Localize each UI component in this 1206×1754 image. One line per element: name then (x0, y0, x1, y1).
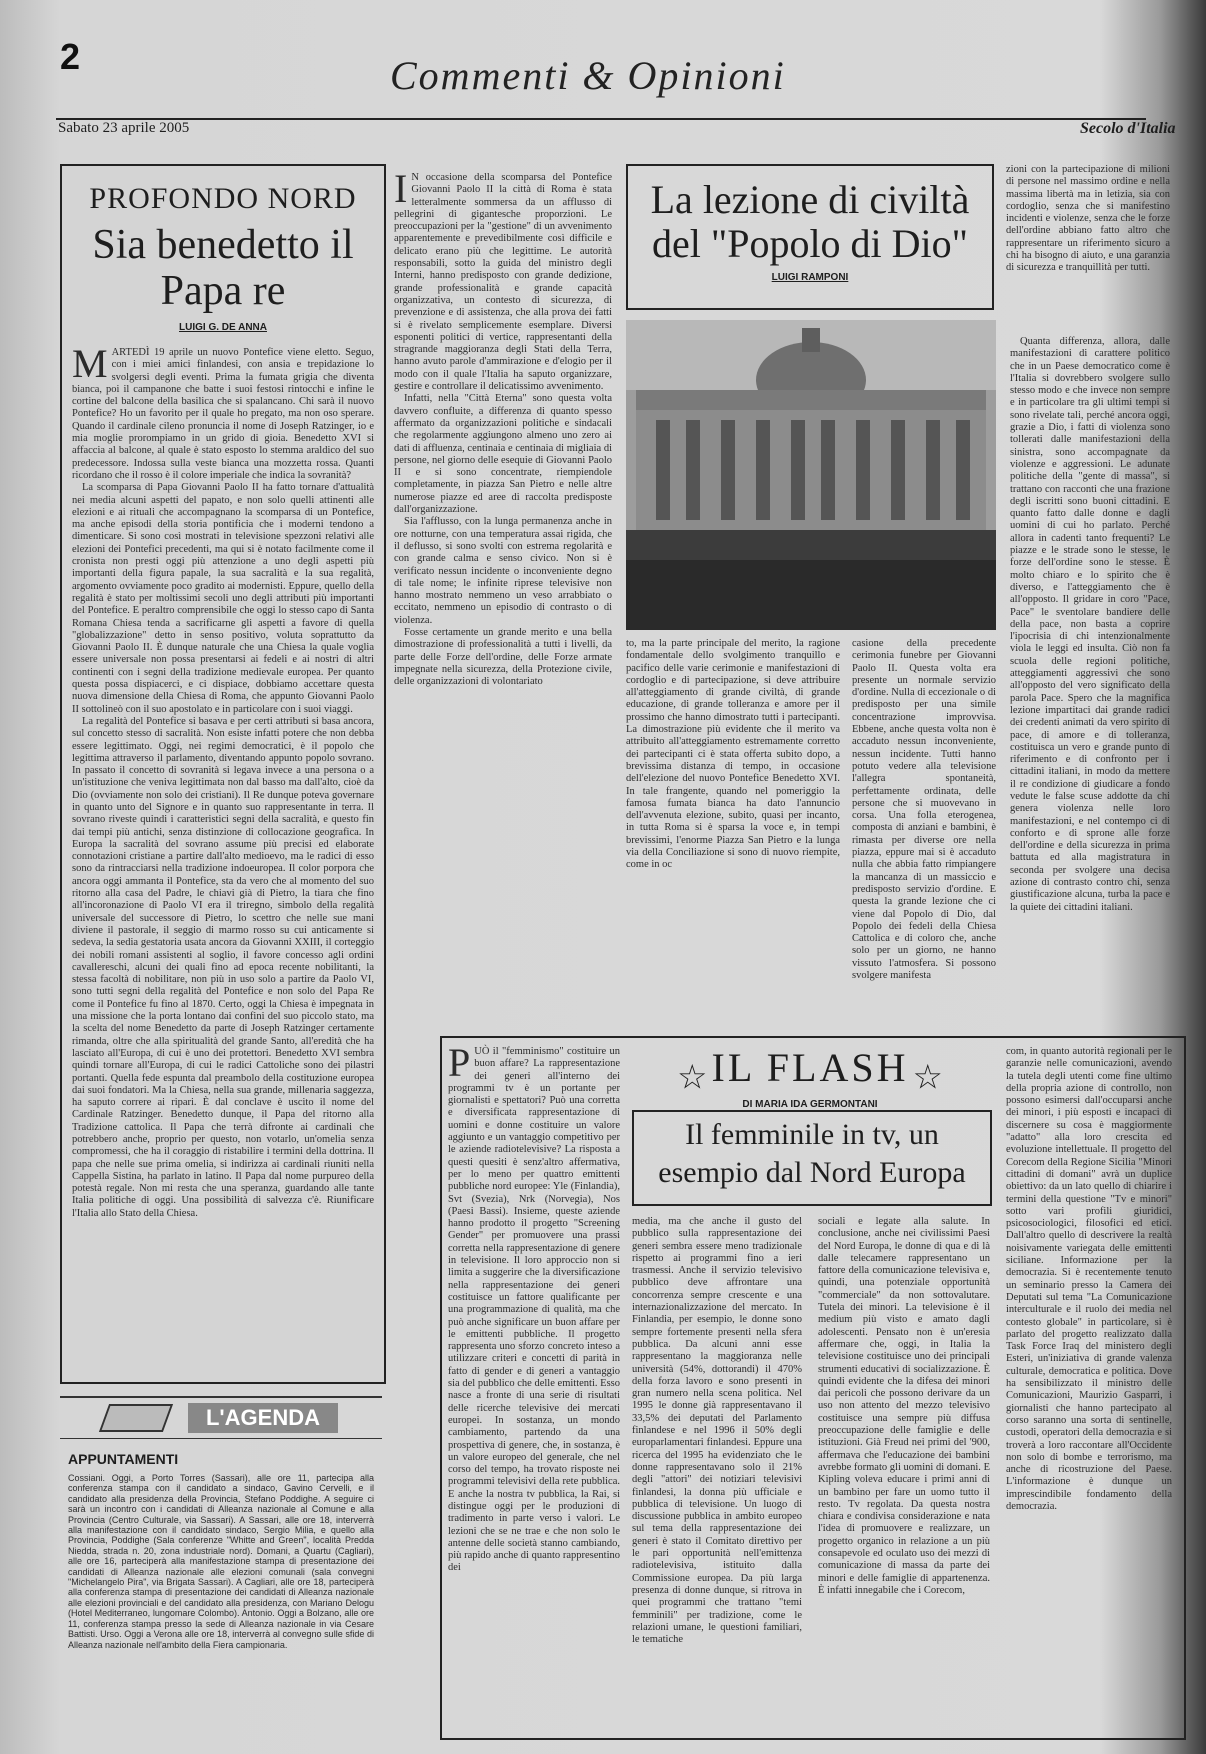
agenda-section: APPUNTAMENTI (68, 1451, 179, 1467)
flash-para: com, in quanto autorità regionali per le garanzie nelle comunicazioni, avendo la tutela degli utenti come fine ultimo della propria azione di controllo, non possono esimersi dall'occuparsi anche dei minori, i più esposti e incapaci di discernere su cosa è maggiormente "adatto" alla loro crescita ed evoluzione intellettuale. Il progetto del Corecom della Regione Sicilia "Minori cittadini di domani" avrà un duplice obiettivo: da un lato quello di chiarire i termini della questione "Tv e minori" sotto vari profili giuridici, psicosociologici, filosofici ed etici. Dall'altro quello di descrivere la realtà noisivamente variegata delle emittenti siciliane. Informazione per la democrazia. Si è recentemente tenuto un seminario presso la Camera dei Deputati sul tema "La Comunicazione interculturale e il ruolo dei media nel contesto globale" in particolare, si è parlato del progetto realizzato dalla Task Force Iraq del ministero degli Esteri, un'iniziativa di grande valenza culturale, democratica e politica. Dove ha sensibilizzato il ministro delle Comunicazioni, Maurizio Gasparri, i giornalisti che hanno partecipato al corso saranno una sorta di sentinelle, custodi, operatori della democrazia e si troverà a loro raccontare all'Occidente non solo di bombe e terrorismo, ma anche di ricostruzione del Paese. L'informazione è dunque un imprescindibile fondamento della democrazia. (1006, 1046, 1172, 1512)
newspaper-name: Secolo d'Italia (1080, 120, 1176, 137)
dropcap: P (448, 1040, 471, 1085)
agenda-box (60, 1396, 382, 1716)
para-text: ARTEDÌ 19 aprile un nuovo Pontefice viene eletto. Seguo, con i miei amici finlandesi, con ansia e trepidazione lo svolgersi degli eventi. Prima la fumata grigia che diventa bianca, poi il campanone che batte i suoi festosi rintocchi e infine le cortine del balcone della basilica che si spalancano. Chi sarà il nuovo Pontefice? Ho un favorito per il quale ho pregato, ma non oso sperare. Quando il cardinale cileno pronuncia il nome di Joseph Ratzinger, io e mia moglie prorompiamo in un grido di gioia. Benedetto XVI si affaccia al balcone, al quale è stato esposto lo stemma araldico del suo predecessore. Indossa sulla veste bianca una mozzetta rossa. Quanti ricordano che il rosso è il colore imperiale che indica la sovranità? (72, 347, 374, 481)
flash-para: media, ma che anche il gusto del pubblico sulla rappresentazione dei generi sembra essere meno tradizionale rispetto ai programmi fino a ieri trasmessi. Anche il servizio televisivo pubblico deve affrontare una concorrenza sempre crescente e una internazionalizzazione del mercato. In Finlandia, per esempio, le donne sono sempre fortemente presenti nella sfera pubblica. Da alcuni anni esse rappresentano la maggioranza nelle università (54%, dottorandi) il 470% della forza lavoro e sono presenti in gran numero nella scena politica. Nel 1995 le donne già rappresentavano il 33,5% dei deputati del Parlamento finlandese e nel 1996 il 50% degli europarlamentari finlandesi. Eppure una ricerca del 1995 ha evidenziato che le donne rappresentavano solo il 21% degli "attori" dei notiziari televisivi finlandesi, la donna più ufficiale e pubblica di televisione. Un luogo di discussione pubblica in ambito europeo sul tema della rappresentazione dei generi è stato il Comitato direttivo per le pari opportunità nell'emittenza radiotelevisiva, istituito dalla Commissione europea. Da più larga presenza di donne dunque, si ritrova in quei programmi che trattano "temi femminili" per tradizione, come le relazioni umane, le questioni familiari, le tematiche (632, 1216, 802, 1646)
section-title: Commenti & Opinioni (390, 53, 786, 98)
issue-date: Sabato 23 aprile 2005 (58, 120, 190, 136)
feature-column-c-top (1006, 164, 1170, 275)
middle-article-para: Infatti, nella "Città Eterna" sono questa volta davvero confluite, a differenza di quanto spesso affermato da organizzazioni politiche e sindacali che regolarmente aggiungono almeno uno zero ai dati di affluenza, centinaia e centinaia di migliaia di persone, nel giorno delle esequie di Giovanni Paolo II e si sono concentrate, riempiendole completamente, in piazza San Pietro e nelle altre numerose piazze ed aree di raccolta predisposte dall'organizzazione. (394, 393, 612, 516)
agenda-header (60, 1396, 382, 1439)
middle-article (394, 166, 612, 688)
para-text: UÒ il "femminismo" costituire un buon affare? La rappresentazione dei generi all'interno dei programmi tv è un portante per giornalisti e spettatori? Può una corretta e diversificata rappresentazione di uomini e donne costituire un valore aggiunto e un vantaggio competitivo per le aziende radiotelevisive? La risposta a questi quesiti è senz'altro affermativa, per lo meno per quattro emittenti pubbliche nord europee: Yle (Finlandia), Svt (Svezia), Nrk (Norvegia), Nos (Paesi Bassi). Insieme, queste aziende hanno prodotto il progetto "Screening Gender" per promuovere una prassi corretta nella rappresentazione di genere in televisione. Il loro approccio non si limita a suggerire che la diversificazione nella rappresentazione dei generi costituisce un fattore qualificante per una programmazione di qualità, ma che può anche significare un buon affare per le emittenti pubbliche. Il progetto rappresenta uno sforzo concreto inteso a utilizzare criteri e concetti di parità in fatto di gender e di generi a vantaggio sia del pubblico che delle emittenti. Esso nasce a fronte di una serie di risultati delle ricerche televisive dei mercati europei. In sostanza, un mondo cambiamento, partendo da una prospettiva di genere, che, in sostanza, è un valore europeo del generale, che nel corso del tempo, ha trovato risposte nei programmi televisivi della rete pubblica. E anche la nostra tv pubblica, la Rai, si distingue oggi per le produzioni di tradimento in parte verso i valori. Le lezioni che se ne trae e che non solo le antenne delle società stanno cambiando, più rapido anche di quanto rappresentino dei (448, 1046, 620, 1574)
flash-para (448, 1040, 620, 1575)
left-article-headline: Sia benedetto il Papa re (92, 222, 354, 314)
flash-column-1 (448, 1040, 620, 1575)
header-rule (56, 118, 1146, 120)
star-icon: ☆ (912, 1059, 943, 1097)
star-icon: ☆ (677, 1059, 708, 1097)
flash-column-4 (1006, 1046, 1172, 1513)
left-article-para (72, 341, 374, 482)
feature-para: zioni con la partecipazione di milioni di persone nel massimo ordine e nella massima libertà ma in letizia, sia con cordoglio, senza che si manifestino incidenti e violenze, senza che le forze dell'ordine abbiano fatto altro che rappresentare un riferimento sicuro a chi ha bisogno di aiuto, e una garanzia di sicurezza e tranquillità per tutti. (1006, 164, 1170, 274)
flash-column-2 (632, 1216, 802, 1646)
left-article-para: La scomparsa di Papa Giovanni Paolo II ha fatto tornare d'attualità nei media alcuni aspetti del papato, e non solo quelli attinenti alle elezioni e ai rituali che accompagnano la scomparsa di un Pontefice, ma anche episodi della storia pontificia che i moderni tendono a dimenticare. Si sono così mostrati in televisione spezzoni relativi alle elezioni dei Pontefici precedenti, ma qui si è notato facilmente come il cronista non presti oggi più attenzione a uno degli aspetti più importanti della figura papale, la sua sacralità e la sua regalità, argomento ovviamente poco gradito ai modernisti. Eppure, quello della regalità è stato per moltissimi secoli uno degli attributi più importanti del Pontefice. E peraltro comprensibile che oggi lo stesso capo di Santa Romana Chiesa tenda a sacrificarne gli aspetti a favore di quella "globalizzazione" detto in senso positivo, voluta soprattutto da Giovanni Paolo II. È dunque naturale che una Chiesa la quale voglia essere universale non possa presentarsi ai fedeli e ai nostri di altri continenti con i segni della tradizione medievale europea. Per quanto questa possa dispiacerci, e ci dispiace, dobbiamo accettare questa nuova dimensione della Chiesa di Roma, che appunto Giovanni Paolo II sottolineò con il suo apostolato e in particolare con i suoi viaggi. (72, 482, 374, 715)
agenda-icon (99, 1404, 173, 1432)
middle-article-para: Sia l'afflusso, con la lunga permanenza anche in ore notturne, con una temperatura assai rigida, che il deflusso, si sono svolti con estrema regolarità e con grande calma e senso civico. Non si è verificato nessun incidente o inconveniente degno di tale nome; le infinite riprese televisive non hanno mostrato nemmeno un veso arrabbiato o eccitato, nemmeno un episodio di contrasto o di violenza. (394, 516, 612, 626)
basilica-illustration (626, 320, 996, 630)
left-article-body (62, 341, 384, 1220)
agenda-body: Cossiani. Oggi, a Porto Torres (Sassari), alle ore 11, partecipa alla conferenza stampa con il candidato a sindaco, Gavino Cervelli, e il candidato alla presidenza della Provincia, Stefano Poddighe. A seguire ci sarà un incontro con i candidati di Alleanza nazionale al Comune e alla Provincia (Centro Culturale, via Sassari). A Sassari, alle ore 18, interverrà alla manifestazione con il candidato sindaco, Sergio Milia, e quello alla Provincia, Poddighe (Sala conferenze "Whitte and Green", località Predda Niedda, strada n. 20, zona industriale nord). Domani, a Quartu (Cagliari), alle ore 16, parteciperà alla manifestazione stampa di presentazione dei candidati di Alleanza nazionale alle elezioni comunali (sala convegni "Michelangelo Pira", via Brigata Sassari). A Cagliari, alle ore 18, parteciperà alla conferenza stampa di presentazione dei candidati di Alleanza nazionale alle elezioni provinciali e del candidato alla presidenza, con Mariano Delogu (Hotel Mediterraneo, lungomare Colombo). Antonio. Oggi a Bolzano, alle ore 11, conferenza stampa presso la sede di Alleanza nazionale in via Cesare Battisti. Urso. Oggi a Verona alle ore 18, interverrà al convegno sulle sfide di Alleanza nazionale nell'ambito della Fiera campionaria. (68, 1473, 374, 1650)
para-text: N occasione della scomparsa del Pontefice Giovanni Paolo II la città di Roma è stata letteralmente sommersa da un afflusso di pellegrini di gigantesche proporzioni. Le preoccupazioni per la "gestione" di un avvenimento apparentemente e prevedibilmente così difficile e delicato erano più che legittime. Le autorità responsabili, sotto la guida del ministro degli Interni, hanno predisposto con grande dedizione, grande professionalità e grande capacità organizzativa, un contesto di sicurezza, di prevenzione e di assistenza, che alla prova dei fatti si è rivelato semplicemente esemplare. Diversi esponenti politici di vertice, rappresentanti della stragrande maggioranza degli Stati della Terra, hanno avuto parole d'ammirazione e d'elogio per il modo con il quale l'Italia ha saputo organizzare, gestire e controllare il delicatissimo avvenimento. (394, 172, 612, 393)
dropcap: M (72, 341, 108, 386)
section-masthead (390, 52, 850, 112)
left-article-byline: LUIGI G. DE ANNA (179, 322, 267, 333)
left-article (60, 164, 386, 1384)
feature-column-b (852, 638, 996, 982)
flash-headline: Il femminile in tv, un esempio dal Nord Europa (632, 1110, 992, 1206)
middle-article-para (394, 166, 612, 393)
agenda-label: L'AGENDA (188, 1403, 338, 1433)
feature-headline: La lezione di civiltà del "Popolo di Dio" (650, 177, 970, 266)
flash-byline: DI MARIA IDA GERMONTANI (742, 1099, 878, 1111)
feature-headline-box (626, 164, 994, 310)
page-number: 2 (60, 36, 81, 77)
flash-para: sociali e legate alla salute. In conclusione, anche nei civilissimi Paesi del Nord Europa, le donne di qua e di là dalle telecamere rappresentano un fattore della comunicazione televisiva e, quindi, una potenziale opportunità "commerciale" da non sottovalutare. Tutela dei minori. La televisione è il medium più visto e amato dagli adolescenti. Pensato non è un'eresia affermare che, oggi, in Italia la televisione costituisce uno dei principali strumenti educativi di socializzazione. È quindi evidente che la difesa dei minori dai pericoli che possono derivare da un uso non attento del mezzo televisivo costituisce una sempre più diffusa preoccupazione delle famiglie e delle istituzioni. Già Freud nei primi del '900, affermava che l'educazione dei bambini avrebbe formato gli uomini di domani. E Kipling voleva educare i primi anni di un bambino per fare un uomo tutto il resto. Tv regolata. Da questa nostra chiara e condivisa considerazione e nata l'idea di promuovere e realizzare, un progetto organico in relazione a un più consapevole ed oculato uso dei mezzi di comunicazione di massa da parte dei minori e delle famiglie di appartenenza. È infatti innegabile che i Corecom, (818, 1216, 990, 1596)
feature-column-c (1010, 336, 1170, 914)
feature-byline: LUIGI RAMPONI (771, 272, 849, 283)
left-article-kicker: PROFONDO NORD (89, 182, 357, 215)
flash-column-3 (818, 1216, 990, 1597)
dropcap: I (394, 166, 408, 211)
st-peters-square-photo (626, 320, 996, 630)
feature-column-a (626, 638, 840, 872)
feature-para: casione della precedente cerimonia funebre per Giovanni Paolo II. Questa volta era presente un normale servizio d'ordine. Nulla di eccezionale o di predisposto per una simile concentrazione improvvisa. Ebbene, anche questa volta non è accaduto nessun inconveniente, nessun incidente. Tutti hanno potuto vedere alla televisione l'allegra spontaneità, perfettamente ordinata, delle persone che si muovevano in corsa. Una folla eterogenea, composta di anziani e bambini, è rimasta per diverse ore nella piazza, eppure mai si è accaduto nulla che abbia fatto rimpiangere la mancanza di un massiccio e predisposto servizio d'ordine. E questa la grande lezione che ci viene dal Popolo di Dio, dal Popolo dei fedeli della Chiesa Cattolica e di coloro che, anche solo per un giorno, ne hanno vissuto l'atmosfera. Si possono svolgere manifesta (852, 638, 996, 982)
left-article-para: La regalità del Pontefice si basava e per certi attributi si basa ancora, sul concetto stesso di sacralità. Non esiste infatti potere che non debba essere legittimato. Oggi, nei regimi democratici, è il popolo che legittima attraverso il parlamento, diventando appunto popolo sovrano. In passato il concetto di sovranità si legava invece a una persona o a un'istituzione che veniva legittimata non dal basso ma dall'alto, cioè da Dio (ovviamente non solo dei cristiani). Il Re dunque poteva governare in quanto unto del Signore e in quanto suo rappresentante in terra. Il sovrano riveste quindi i caratteristici segni della sacralità, e questo fin dai tempi più antichi, senza distinzione di collocazione geografica. In Europa la sacralità del sovrano assume più precisi ed elaborate connotazioni cristiane a partire dall'alto medioevo, ma le radici di esso sono da rintracciarsi nella tradizione indoeuropea. Il color porpora che ancora oggi ammanta il Pontefice, sta da vero che al momento del suo ritorno alla casa del Padre, le chiavi già di Pietro, la tiara che fino all'incoronazione di Paolo VI era il triregno, simbolo della regalità universale del successore di Pietro, lo scettro che nelle sue mani diviene il pastorale, il seggio di marmo rosso su cui anticamente si sedeva, la sedia gestatoria usata ancora da Giovanni XXIII, il corteggio dei nobili romani assistenti al soglio, il favore concesso agli ordini cavallereschi, alcuni dei quali fino ad epoca recente nobilitanti, la stessa facoltà di nobilitare, non più in uso solo a partire da Paolo VI, sono tutti segni della regalità del Pontefice e non solo del Papa Re come il Pontefice fu fino al 1870. Certo, oggi la Chiesa è impegnata in una missione che la porta lontano dai confini del suo piccolo stato, ma la scelta del nome Benedetto da parte di Joseph Ratzinger certamente rimanda, oltre che alla spiritualità del grande Santo, all'eredità che ha lasciato all'Europa, di cui è uno dei protettori. Benedetto XVI sembra quindi tornare all'Europa, di cui le radici Cattoliche sono dei pilastri portanti. Quella fede espunta dal preambolo della costituzione europea dai suoi fondatori. Ma la Chiesa, nella sua grande, millenaria saggezza, ha saputo correre ai ripari. È dal conclave è uscito il nome del Cardinale Ratzinger. Benedetto dunque, il Papa del ritorno alla Tradizione cattolica. Il Papa che terrà difronte ai cardinali che potrebbero anche, proprio per questo, non votarlo, un'omelia senza compromessi, che ha il coraggio di ristabilire i termini della dottrina. Il papa che nelle sue prima omelia, si indirizza ai cardinali riuniti nella Cappella Sistina, ha parlato in latino. Il Papa dal nome purpureo della potestà regale. Non mi resta che una speranza, guardando alle tante Italia politiche di oggi. Una possibilità di salvezza c'è. Riunificare l'Italia allo Stato della Chiesa. (72, 715, 374, 1219)
middle-article-para: Fosse certamente un grande merito e una bella dimostrazione di professionalità a tutti i livelli, da parte delle Forze dell'ordine, delle Forze armate impegnate nella sicurezza, della Protezione civile, delle organizzazioni di volontariato (394, 626, 612, 688)
flash-title: IL FLASH (711, 1045, 909, 1090)
feature-para: to, ma la parte principale del merito, la ragione fondamentale dello svolgimento tranquillo e pacifico delle varie cerimonie e manifestazioni di cordoglio e di partecipazione, si deve attribuire all'atteggiamento di grande civiltà, di grande educazione, di grande tolleranza e amore per il prossimo che hanno dimostrato tutti i partecipanti. La dimostrazione più evidente che il merito va attribuito all'atteggiamento estremamente corretto dei partecipanti ci è stata offerta subito dopo, a brevissima distanza di tempo, in occasione dell'elezione del nuovo Pontefice Benedetto XVI. In tale frangente, quando nel pomeriggio la famosa fumata bianca ha dato l'annuncio dell'avvenuta elezione, subito, quasi per incanto, in tutta Roma si è sparsa la voce e, in tempi brevissimi, l'enorme Piazza San Pietro e la lunga via della Conciliazione si sono di nuovo riempite, come in oc (626, 638, 840, 871)
feature-para: Quanta differenza, allora, dalle manifestazioni di carattere politico che in un Paese democratico come è l'Italia si dovrebbero svolgere sullo stesso modo e che invece non sempre e in particolare tra gli ultimi tempi si sono rivelate tali, perché ancora oggi, grazie a Dio, i fatti di violenza sono tollerati dalle manifestazioni della sinistra, sono accompagnate da violenze e aggressioni. Le adunate politiche della "gente di massa", si trattano con racconti che una frazione degli iscritti sono buoni cittadini. E quanto fatto dalle donne e dagli uomini di cui ho parlato. Perché allora in cadenti tanto frequenti? Le piazze e le strade sono le stesse, le forze dell'ordine sono le stesse. È molto chiaro e lo spirito che è diverso, e l'atteggiamento che è all'opposto. Il gridare in coro "Pace, Pace" le sventolare bandiere delle della pace, non basta a coprire l'ipocrisia di chi intenzionalmente viola le leggi ed insulta. Ciò non fa scuola delle regioni politiche, atteggiamenti aggressivi che sono all'opposto del vero significato della parola Pace. Spero che la magnifica lezione impartitaci dai grande radici dei credenti animati da vero spirito di pace, di amore e di tolleranza, costituisca un vero e grande punto di riferimento e di confronto per i cittadini italiani, in modo da mettere il re condizione di giudicare a fondo vedute le false scuse addotte da chi genera violenza nelle loro manifestazioni, e nel contempo ci di conforto e di sprone alle forze dell'ordine e della sicurezza in prima battuta ed alla magistratura in seconda per svolgere una decisa azione di contrasto contro chi, senza giustificazione alcuna, turba la pace e la quiete dei cittadini italiani. (1010, 336, 1170, 913)
flash-header (634, 1044, 986, 1110)
